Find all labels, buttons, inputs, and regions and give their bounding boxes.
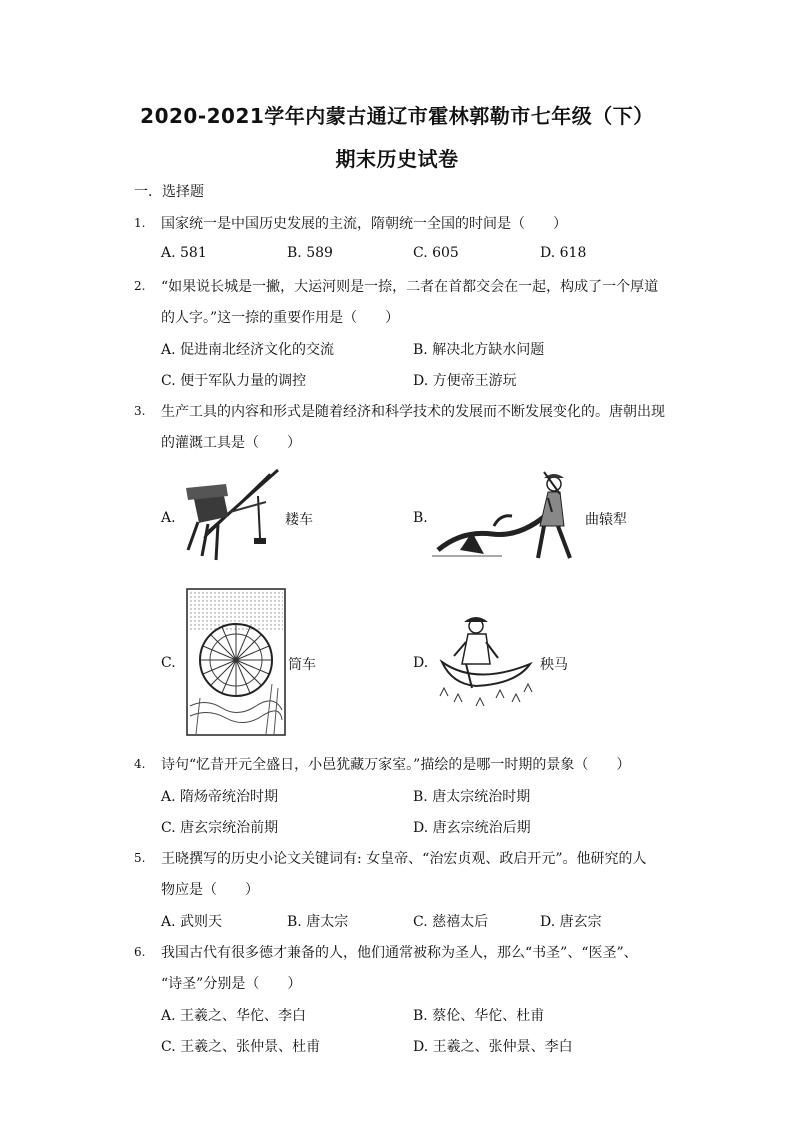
q6-option-b: B. 蔡伦、华佗、杜甫 xyxy=(413,1008,545,1024)
question-1-text: 国家统一是中国历史发展的主流，隋朝统一全国的时间是（ ） xyxy=(161,216,567,232)
question-2-text-line1: “如果说长城是一撇，大运河则是一捺，二者在首都交会在一起，构成了一个厚道 xyxy=(161,279,659,295)
question-number: 2. xyxy=(134,279,146,293)
q2-option-b: B. 解决北方缺水问题 xyxy=(413,342,545,358)
q5-option-d: D. 唐玄宗 xyxy=(540,914,602,930)
q3-option-c-letter: C. xyxy=(161,655,176,671)
water-wheel-image xyxy=(186,588,286,736)
q1-option-b: B. 589 xyxy=(287,245,333,261)
seedling-horse-image xyxy=(436,612,536,712)
exam-title-line2: 期末历史试卷 xyxy=(335,147,459,171)
q3-option-d-caption: 秧马 xyxy=(540,657,568,673)
q4-option-b: B. 唐太宗统治时期 xyxy=(413,789,531,805)
question-number: 6. xyxy=(134,945,146,959)
q3-option-b-caption: 曲辕犁 xyxy=(585,512,627,528)
q6-option-d: D. 王羲之、张仲景、李白 xyxy=(413,1039,573,1055)
question-5-text-line2: 物应是（ ） xyxy=(161,882,259,898)
q1-option-a: A. 581 xyxy=(161,245,207,261)
q1-option-d: D. 618 xyxy=(540,245,587,261)
q4-option-c: C. 唐玄宗统治前期 xyxy=(161,820,279,836)
q6-option-a: A. 王羲之、华佗、李白 xyxy=(161,1008,307,1024)
q2-option-c: C. 便于军队力量的调控 xyxy=(161,373,307,389)
q3-option-d-letter: D. xyxy=(413,655,429,671)
q5-option-b: B. 唐太宗 xyxy=(287,914,349,930)
q3-option-c-caption: 筒车 xyxy=(288,657,316,673)
question-number: 5. xyxy=(134,851,146,865)
q3-option-a-caption: 耧车 xyxy=(285,512,313,528)
q2-option-d: D. 方便帝王游玩 xyxy=(413,373,517,389)
question-number: 1. xyxy=(134,216,146,230)
question-number: 4. xyxy=(134,757,146,771)
q3-option-b-letter: B. xyxy=(413,510,428,526)
question-6-text-line2: “诗圣”分别是（ ） xyxy=(161,976,302,992)
q6-option-c: C. 王羲之、张仲景、杜甫 xyxy=(161,1039,321,1055)
question-6-text-line1: 我国古代有很多德才兼备的人，他们通常被称为圣人，那么“书圣”、“医圣”、 xyxy=(161,945,638,961)
q2-option-a: A. 促进南北经济文化的交流 xyxy=(161,342,335,358)
q3-option-a-letter: A. xyxy=(161,510,176,526)
q5-option-c: C. 慈禧太后 xyxy=(413,914,489,930)
q4-option-d: D. 唐玄宗统治后期 xyxy=(413,820,531,836)
section-heading: 一．选择题 xyxy=(134,184,204,200)
q4-option-a: A. 隋炀帝统治时期 xyxy=(161,789,279,805)
curved-plough-image xyxy=(432,470,582,565)
question-3-text-line1: 生产工具的内容和形式是随着经济和科学技术的发展而不断发展变化的。唐朝出现 xyxy=(161,404,665,420)
question-5-text-line1: 王晓撰写的历史小论文关键词有: 女皇帝、“治宏贞观、政启开元”。他研究的人 xyxy=(161,851,647,867)
q5-option-a: A. 武则天 xyxy=(161,914,223,930)
question-2-text-line2: 的人字。”这一捺的重要作用是（ ） xyxy=(161,310,400,326)
question-3-text-line2: 的灌溉工具是（ ） xyxy=(161,435,301,451)
question-number: 3. xyxy=(134,404,146,418)
question-4-text: 诗句“忆昔开元全盛日，小邑犹藏万家室。”描绘的是哪一时期的景象（ ） xyxy=(161,757,631,773)
exam-title-line1: 2020-2021学年内蒙古通辽市霍林郭勒市七年级（下） xyxy=(140,104,654,128)
seed-drill-image xyxy=(178,466,282,568)
q1-option-c: C. 605 xyxy=(413,245,459,261)
